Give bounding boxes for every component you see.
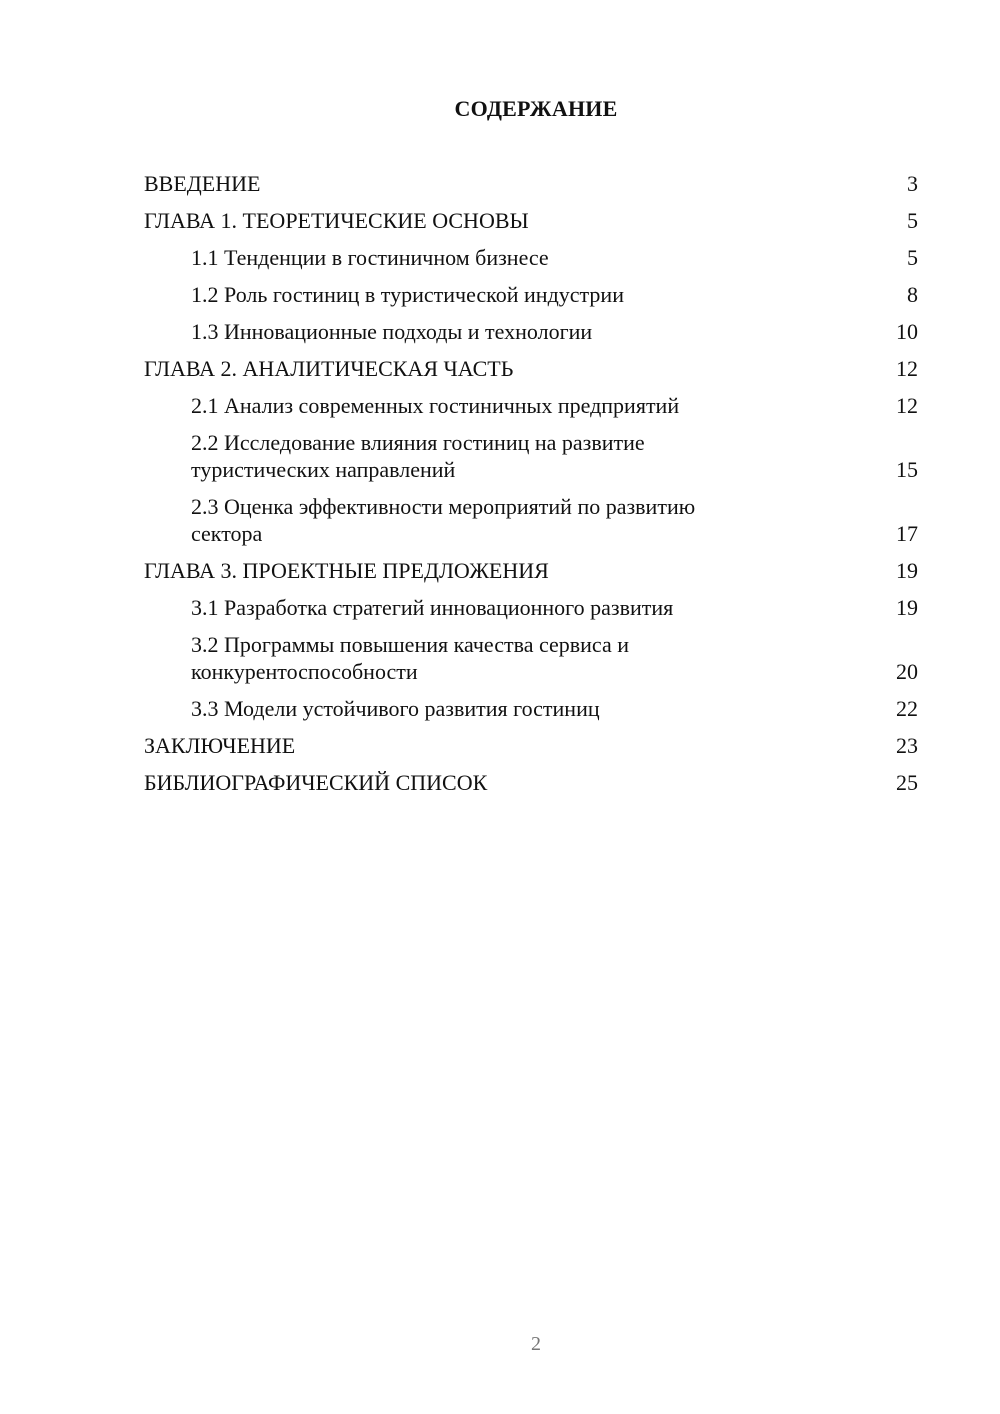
toc-entry-page: 12 (896, 393, 918, 418)
toc-entry-chapter-2[interactable] (144, 355, 920, 382)
toc-entry-section-1-3[interactable] (144, 318, 920, 345)
toc-entry-section-2-2[interactable] (144, 429, 920, 483)
toc-entry-section-2-3[interactable] (144, 493, 920, 547)
toc-entry-page: 23 (896, 733, 918, 758)
toc-entry-page: 22 (896, 696, 918, 721)
toc-entry-label: 3.3 Модели устойчивого развития гостиниц (191, 696, 600, 721)
toc-entry-page: 25 (896, 770, 918, 795)
toc-entry-label: ГЛАВА 2. АНАЛИТИЧЕСКАЯ ЧАСТЬ (144, 356, 514, 381)
toc-entry-label: БИБЛИОГРАФИЧЕСКИЙ СПИСОК (144, 770, 488, 795)
toc-entry-label: 1.3 Инновационные подходы и технологии (191, 319, 593, 344)
toc-entry-section-1-1[interactable] (144, 244, 920, 271)
toc-entry-page: 10 (896, 319, 918, 344)
toc-entry-label: ВВЕДЕНИЕ (144, 171, 261, 196)
toc-entry-page: 19 (896, 595, 918, 620)
toc-entry-page: 12 (896, 356, 918, 381)
toc-entry-section-2-1[interactable] (144, 392, 920, 419)
toc-entry-page: 17 (896, 521, 918, 546)
toc-entry-page: 19 (896, 558, 918, 583)
toc-entry-label: 2.1 Анализ современных гостиничных предприятий (191, 393, 680, 418)
table-of-contents (144, 170, 920, 806)
toc-entry-chapter-3[interactable] (144, 557, 920, 584)
toc-entry-page: 3 (907, 171, 918, 196)
toc-entry-section-3-1[interactable] (144, 594, 920, 621)
toc-entry-bibliography[interactable] (144, 769, 920, 796)
toc-entry-label: 1.2 Роль гостиниц в туристической индустрии (191, 282, 624, 307)
toc-entry-conclusion[interactable] (144, 732, 920, 759)
toc-entry-label: 3.1 Разработка стратегий инновационного развития (191, 595, 674, 620)
toc-entry-introduction[interactable] (144, 170, 920, 197)
toc-entry-label: 3.2 Программы повышения качества сервиса и конкурентоспособности (191, 632, 630, 684)
page-title: СОДЕРЖАНИЕ (454, 96, 618, 121)
toc-entry-page: 20 (896, 659, 918, 684)
toc-entry-label: ГЛАВА 3. ПРОЕКТНЫЕ ПРЕДЛОЖЕНИЯ (144, 558, 549, 583)
toc-entry-label: 2.2 Исследование влияния гостиниц на развитие туристических направлений (191, 430, 645, 482)
toc-entry-label: 2.3 Оценка эффективности мероприятий по развитию сектора (191, 494, 696, 546)
toc-entry-label: ГЛАВА 1. ТЕОРЕТИЧЕСКИЕ ОСНОВЫ (144, 208, 529, 233)
toc-entry-page: 15 (896, 457, 918, 482)
toc-entry-page: 5 (907, 245, 918, 270)
toc-entry-section-3-3[interactable] (144, 695, 920, 722)
page-number: 2 (531, 1333, 541, 1355)
toc-entry-page: 5 (907, 208, 918, 233)
toc-entry-section-1-2[interactable] (144, 281, 920, 308)
toc-entry-label: 1.1 Тенденции в гостиничном бизнесе (191, 245, 549, 270)
toc-entry-section-3-2[interactable] (144, 631, 920, 685)
toc-entry-page: 8 (907, 282, 918, 307)
toc-entry-label: ЗАКЛЮЧЕНИЕ (144, 733, 296, 758)
toc-entry-chapter-1[interactable] (144, 207, 920, 234)
